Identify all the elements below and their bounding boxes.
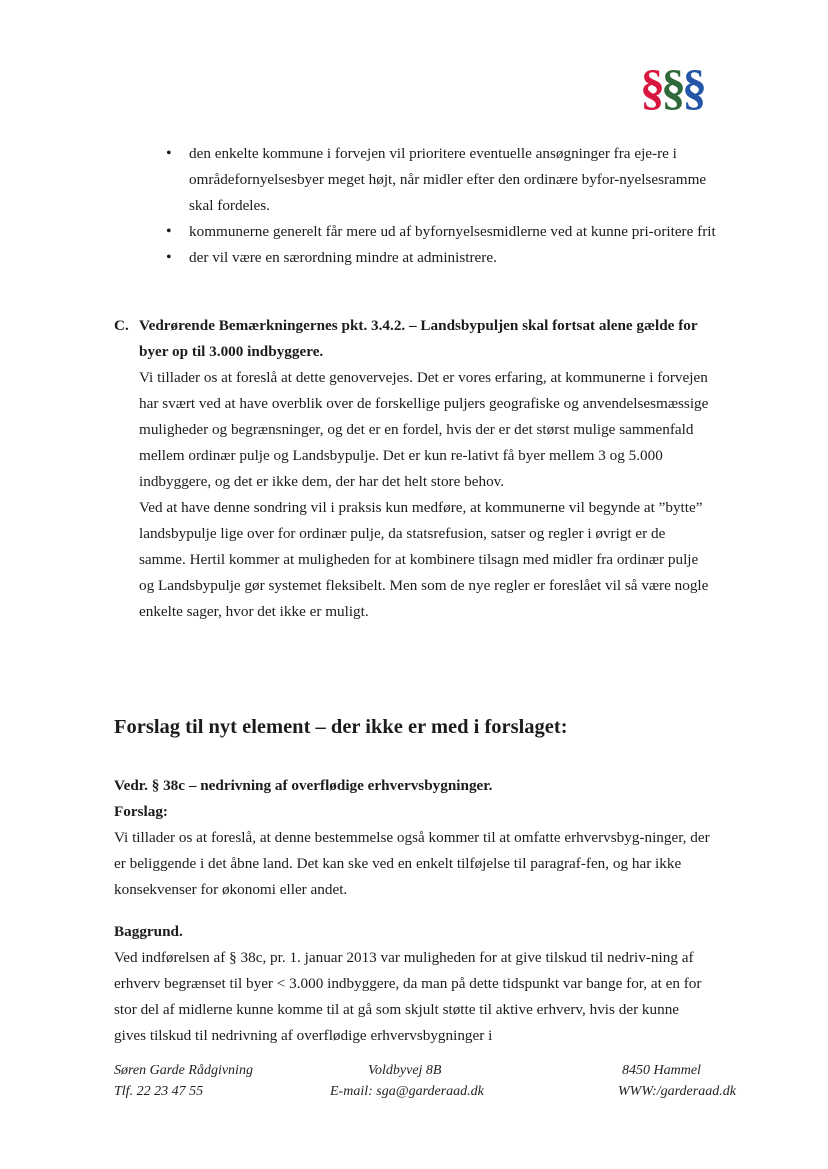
- paragraph-symbol-green: §: [661, 59, 682, 115]
- footer-city: 8450 Hammel: [622, 1063, 701, 1078]
- bullet-item: • den enkelte kommune i forvejen vil prioritere eventuelle ansøgninger fra eje-re i områdefornyelsesbyer meget højt, når midler efter den ordinære byfor-nyelsesramme skal fordeles.: [166, 141, 726, 219]
- background-text: Ved indførelsen af § 38c, pr. 1. januar 2013 var muligheden for at give tilskud til nedriv-ning af erhverv begrænset til byer < 3.000 indbyggere, da man på dette tidspunkt var bange for, at en for stor del af midlerne kunne komme til at gå som skjult støtte til aktive erhverv, hvis der kunne gives tilskud til nedrivning af overflødige erhvervsbygninger i: [114, 949, 702, 1044]
- logo: [640, 59, 703, 115]
- footer-company: Søren Garde Rådgivning: [114, 1063, 253, 1078]
- section-paragraph-2: Ved at have denne sondring vil i praksis kun medføre, at kommunerne vil begynde at ”bytte” landsbypulje lige over for ordinær pulje, da statsrefusion, satser og regler i øvrigt er de samme. Hertil kommer at muligheden for at kombinere tilsagn med midler fra ordinær pulje og Landsbypulje gør systemet fleksibelt. Men som de nye regler er foreslået vil så være nogle enkelte sager, hvor det ikke er muligt.: [139, 499, 709, 620]
- background-block: [114, 919, 714, 1049]
- footer-address: Voldbyvej 8B: [368, 1063, 442, 1078]
- paragraph-symbol-blue: §: [682, 59, 703, 115]
- section-paragraph-1: Vi tillader os at foreslå at dette genovervejes. Det er vores erfaring, at kommunerne i forvejen har svært ved at have overblik over de forskellige puljers geografiske og anvendelsesmæssige muligheder og begrænsninger, og det er en fordel, hvis der er det størst mulige sammenfald mellem ordinær pulje og Landsbypulje. Det er kun re-lativt få byer mellem 3 og 5.000 indbyggere, og det er ikke dem, der har det helt store behov.: [139, 369, 709, 490]
- bullet-list: [166, 141, 726, 271]
- footer-phone: Tlf. 22 23 47 55: [114, 1084, 204, 1099]
- proposal-subheading: Vedr. § 38c – nedrivning af overflødige erhvervsbygninger.: [114, 777, 493, 794]
- proposal-block: [114, 773, 714, 903]
- bullet-item: • der vil være en særordning mindre at administrere.: [166, 245, 726, 271]
- footer-web: WWW:/garderaad.dk: [618, 1084, 736, 1099]
- paragraph-symbol-red: §: [640, 59, 661, 115]
- proposal-title: Forslag til nyt element – der ikke er med i forslaget:: [114, 716, 568, 738]
- footer: [114, 1060, 744, 1102]
- bullet-item: • kommunerne generelt får mere ud af byfornyelsesmidlerne ved at kunne pri-oritere frit: [166, 219, 726, 245]
- section-heading: Vedrørende Bemærkningernes pkt. 3.4.2. – Landsbypuljen skal fortsat alene gælde for byer op til 3.000 indbyggere.: [139, 317, 698, 360]
- section-letter: C.: [114, 317, 129, 334]
- background-label: Baggrund.: [114, 923, 183, 940]
- proposal-label: Forslag:: [114, 803, 168, 820]
- proposal-text: Vi tillader os at foreslå, at denne bestemmelse også kommer til at omfatte erhvervsbyg-ninger, der er beliggende i det åbne land. Det kan ske ved en enkelt tilføjelse til paragraf-fen, og har ikke konsekvenser for økonomi eller andet.: [114, 829, 710, 898]
- section-c: [114, 313, 714, 625]
- footer-email: E-mail: sga@garderaad.dk: [330, 1084, 484, 1099]
